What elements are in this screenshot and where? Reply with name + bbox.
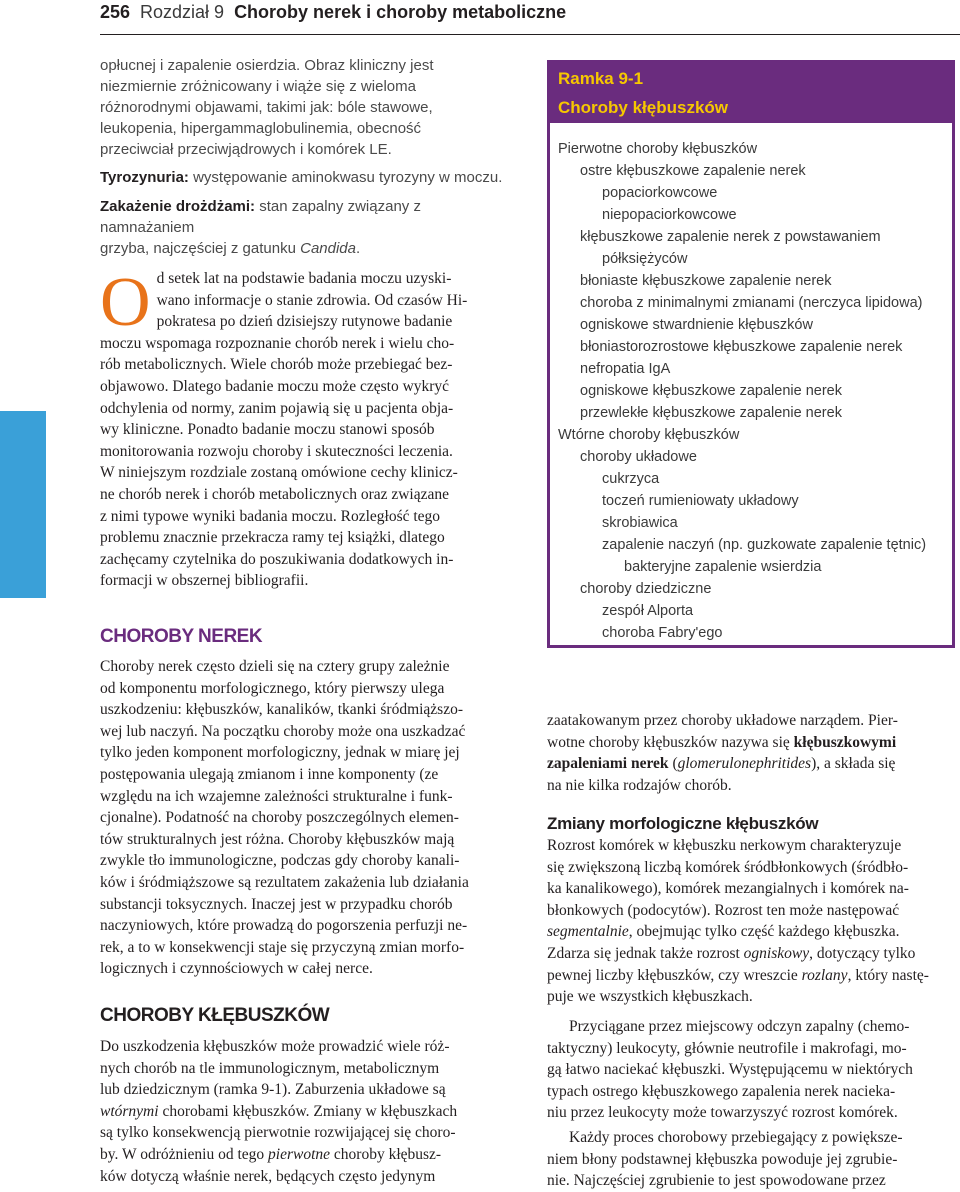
body-text: wotne choroby kłębuszków nazywa się	[547, 733, 794, 751]
opening-line: zachęcamy czytelnika do poszukiwania dodatkowych in-	[100, 550, 454, 568]
body-text: , który nastę-	[847, 966, 929, 984]
box-label: Ramka 9-1	[558, 69, 644, 88]
box-title: Choroby kłębuszków	[558, 98, 729, 117]
page-number: 256	[100, 2, 131, 22]
paragraph-leukocyty	[547, 1016, 960, 1124]
subheading-zmiany-morfologiczne: Zmiany morfologiczne kłębuszków	[547, 814, 819, 833]
definition-term: Tyrozynuria:	[100, 169, 189, 186]
heading-choroby-nerek: CHOROBY NEREK	[100, 626, 263, 647]
definition-zakazenie	[100, 196, 514, 259]
box-list-item: półksiężyców	[602, 251, 688, 267]
body-line	[100, 1144, 514, 1166]
body-text: ), a składa się	[811, 755, 896, 773]
body-line: typach ostrego kłębuszkowego zapalenia nerek naciekа-	[547, 1082, 896, 1100]
body-text: Zdarza się jednak także rozrost	[547, 944, 744, 962]
box-list-item: choroba Fabry'ego	[602, 625, 723, 641]
opening-line: wano informacje o stanie zdrowia. Od czasów Hi-	[156, 291, 468, 309]
body-text: , dotyczący tylko	[809, 944, 916, 962]
box-list-item: błoniaste kłębuszkowe zapalenie nerek	[580, 273, 832, 289]
body-line	[547, 943, 960, 965]
section-heading	[100, 626, 514, 648]
sidebar-box-ramka	[547, 60, 955, 648]
paragraph-rozrost	[547, 835, 960, 1008]
body-line: względu na ich wzajemne zależności strukturalne i funk-	[100, 787, 453, 805]
box-header	[550, 63, 952, 123]
paragraph-pierwotne	[547, 710, 960, 796]
opening-line: rób metabolicznych. Wiele chorób może przebiegać bez-	[100, 356, 453, 374]
chapter-tab	[0, 411, 46, 598]
box-list-item: Pierwotne choroby kłębuszków	[558, 141, 758, 157]
italic-term: rozlany	[801, 966, 848, 984]
box-list-item: skrobiawica	[602, 515, 678, 531]
italic-term: pierwotne	[268, 1145, 331, 1163]
body-line: Każdy proces chorobowy przebiegający z powiększe-	[569, 1129, 903, 1146]
definition-text: stan zapalny związany z namnażaniem	[100, 198, 421, 236]
definition-italic: Candida	[300, 240, 356, 257]
intro-line: leukopenia, hipergammaglobulinemia, obecność	[100, 120, 422, 137]
body-line: taktyczny) leukocyty, głównie neutrofile i makrofagi, mo-	[547, 1039, 907, 1057]
drop-cap: O	[100, 264, 151, 341]
heading-choroby-klebuszkow: CHOROBY KŁĘBUSZKÓW	[100, 1005, 330, 1026]
definition-text: występowanie aminokwasu tyrozyny w moczu.	[188, 169, 503, 186]
header-rule	[100, 34, 960, 35]
opening-line: ne chorób nerek i chorób metabolicznych oraz związane	[100, 485, 450, 503]
box-list-item: bakteryjne zapalenie wsierdzia	[624, 559, 822, 575]
box-list-item: przewlekłe kłębuszkowe zapalenie nerek	[580, 405, 842, 421]
opening-line: formacji w obszernej bibliografii.	[100, 572, 309, 590]
box-list-item: zapalenie naczyń (np. guzkowate zapalenie tętnic)	[602, 537, 927, 553]
body-line: wej lub naczyń. Na początku choroby może ona uszkadzać	[100, 722, 466, 740]
body-line: postępowania ulegają zmianom i inne komponenty (ze	[100, 765, 439, 783]
body-line: tylko jeden komponent morfologiczny, jednak w miarę jej	[100, 744, 460, 762]
body-line: Rozrost komórek w kłębuszku nerkowym charakteryzuje	[547, 837, 902, 854]
paragraph-choroby-klebuszkow	[100, 1036, 514, 1187]
opening-line: moczu wspomaga rozpoznanie chorób nerek i wielu cho-	[100, 334, 455, 352]
opening-line: monitorowania rozwoju choroby i skuteczności leczenia.	[100, 442, 453, 460]
italic-term: glomerulonephritides	[677, 755, 812, 773]
intro-line: niezmiernie zróżnicowany i wiąże się z wieloma	[100, 78, 416, 95]
box-list-item: popaciorkowcowe	[602, 185, 718, 201]
bold-term: kłębuszkowymi	[793, 733, 897, 751]
body-line: ków dotyczą właśnie nerek, będących często jedynym	[100, 1167, 436, 1185]
body-line	[547, 753, 960, 775]
body-line: puje we wszystkich kłębuszkach.	[547, 988, 753, 1006]
chapter-label: Rozdział 9	[140, 2, 225, 22]
body-line	[547, 921, 960, 943]
italic-term: ogniskowy	[743, 944, 810, 962]
bold-term: zapaleniami nerek	[547, 755, 669, 773]
body-text: , obejmując tylko część każdego kłębuszka.	[628, 923, 900, 941]
body-line: są tylko konsekwencją pierwotnie rozwijającej się choro-	[100, 1124, 456, 1142]
opening-line: odchylenia od normy, zanim pojawią się u pacjenta obja-	[100, 399, 454, 417]
body-line: uszkodzeniu: kłębuszków, kanalików, tkanki śródmiąższo-	[100, 701, 464, 719]
box-list-item: ogniskowe stwardnienie kłębuszków	[580, 317, 813, 333]
body-line: błonkowych (podocytów). Rozrost ten może następować	[547, 901, 900, 919]
box-list	[558, 138, 926, 644]
body-line: nie. Najczęściej zgrubienie to jest spowodowane przez	[547, 1172, 886, 1190]
box-list-item: ogniskowe kłębuszkowe zapalenie nerek	[580, 383, 842, 399]
opening-line: pokratesa po dzień dzisiejszy rutynowe badanie	[156, 313, 453, 331]
box-list-item: choroby układowe	[580, 449, 697, 465]
opening-line: problemu znacznie przekracza ramy tej książki, dlatego	[100, 529, 445, 547]
opening-line: d setek lat na podstawie badania moczu uzyski-	[156, 270, 452, 287]
box-list-item: zespół Alporta	[602, 603, 694, 619]
body-line: od komponentu morfologicznego, który pierwszy ulega	[100, 679, 445, 697]
body-line: na nie kilka rodzajów chorób.	[547, 776, 732, 794]
body-line: logicznych i czynnościowych w całej nerce.	[100, 960, 373, 978]
intro-paragraph	[100, 55, 514, 160]
body-line: rek, a to w konsekwencji staje się przyczyną zmian morfo-	[100, 938, 465, 956]
opening-line: wy kliniczne. Ponadto badanie moczu stanowi sposób	[100, 421, 435, 439]
body-line: lub dziedzicznym (ramka 9-1). Zaburzenia układowe są	[100, 1081, 446, 1099]
body-line: naczyniowych, które prowadzą do pogorszenia perfuzji ne-	[100, 917, 468, 935]
definition-text: .	[356, 240, 361, 257]
box-list-item: toczeń rumieniowaty układowy	[602, 493, 799, 509]
opening-line: z nimi typowe wyniki badania moczu. Rozległość tego	[100, 507, 441, 525]
body-line: ka kanalikowego), komórek mezangialnych i komórek na-	[547, 880, 909, 898]
body-line	[547, 965, 960, 987]
paragraph-blona-podstawna	[547, 1127, 960, 1192]
definition-term: Zakażenie drożdżami:	[100, 198, 256, 215]
body-line: Choroby nerek często dzieli się na cztery grupy zależnie	[100, 658, 450, 675]
chapter-title: Choroby nerek i choroby metaboliczne	[234, 2, 567, 22]
definition-text: grzyba, najczęściej z gatunku	[100, 240, 301, 257]
box-list-item: kłębuszkowe zapalenie nerek z powstawaniem	[580, 229, 881, 245]
box-list-item: choroby dziedziczne	[580, 581, 712, 597]
opening-line: objawowo. Dlatego badanie moczu może często wykryć	[100, 377, 450, 395]
running-head	[140, 2, 566, 23]
body-line: niu przez leukocyty może towarzyszyć rozrost komórek.	[547, 1104, 898, 1122]
body-text: by. W odróżnieniu od tego	[100, 1145, 269, 1163]
body-line: się zwiększoną liczbą komórek śródbłonkowych (śródbło-	[547, 858, 909, 876]
body-line: substancji toksycznych. Inaczej jest w przypadku chorób	[100, 895, 453, 913]
body-line: gą łatwo naciekać kłębuszki. Występującemu w niektórych	[547, 1061, 913, 1079]
paragraph-choroby-nerek	[100, 656, 514, 980]
opening-paragraph	[100, 264, 514, 592]
definition-tyrozynuria	[100, 167, 514, 188]
body-line: zaatakowanym przez choroby układowe narządem. Pier-	[547, 712, 898, 729]
italic-term: segmentalnie	[547, 923, 629, 941]
intro-line: różnorodnymi objawami, takimi jak: bóle stawowe,	[100, 99, 433, 116]
subheading	[547, 814, 960, 834]
body-line: niem błony podstawnej kłębuszka powoduje jej zgrubie-	[547, 1150, 898, 1168]
body-line	[547, 732, 960, 754]
section-heading	[100, 1005, 514, 1027]
intro-line: opłucnej i zapalenie osierdzia. Obraz kliniczny jest	[100, 57, 434, 74]
body-line: Przyciągane przez miejscowy odczyn zapalny (chemo-	[569, 1018, 910, 1035]
body-text: (	[668, 755, 678, 773]
body-text: choroby kłębusz-	[330, 1145, 442, 1163]
box-list-item: Wtórne choroby kłębuszków	[558, 427, 740, 443]
body-text: pewnej liczby kłębuszków, czy wreszcie	[547, 966, 802, 984]
box-list-item: nefropatia IgA	[580, 361, 671, 377]
body-line: zwykle tło immunologiczne, podczas gdy choroby kanali-	[100, 852, 460, 870]
box-list-item: niepopaciorkowcowe	[602, 207, 737, 223]
body-text: chorobami kłębuszków. Zmiany w kłębuszkach	[158, 1102, 458, 1120]
italic-term: wtórnymi	[100, 1102, 159, 1120]
box-list-item: choroba z minimalnymi zmianami (nerczyca lipidowa)	[580, 295, 923, 311]
opening-line: W niniejszym rozdziale zostaną omówione cechy klinicz-	[100, 464, 458, 482]
body-line: nych chorób na tle immunologicznym, metabolicznym	[100, 1059, 440, 1077]
body-line: tów strukturalnych jest różna. Choroby kłębuszków mają	[100, 830, 455, 848]
box-list-item: ostre kłębuszkowe zapalenie nerek	[580, 163, 806, 179]
intro-line: przeciwciał przeciwjądrowych i komórek LE.	[100, 141, 392, 158]
body-line	[100, 1101, 514, 1123]
body-line: Do uszkodzenia kłębuszków może prowadzić wiele róż-	[100, 1038, 450, 1055]
box-list-item: błoniastorozrostowe kłębuszkowe zapalenie nerek	[580, 339, 903, 355]
body-line: ków i śródmiąższowe są rezultatem zakażenia lub działania	[100, 873, 469, 891]
box-list-item: cukrzyca	[602, 471, 660, 487]
body-line: cjonalne). Podatność na choroby poszczególnych elemen-	[100, 809, 459, 827]
